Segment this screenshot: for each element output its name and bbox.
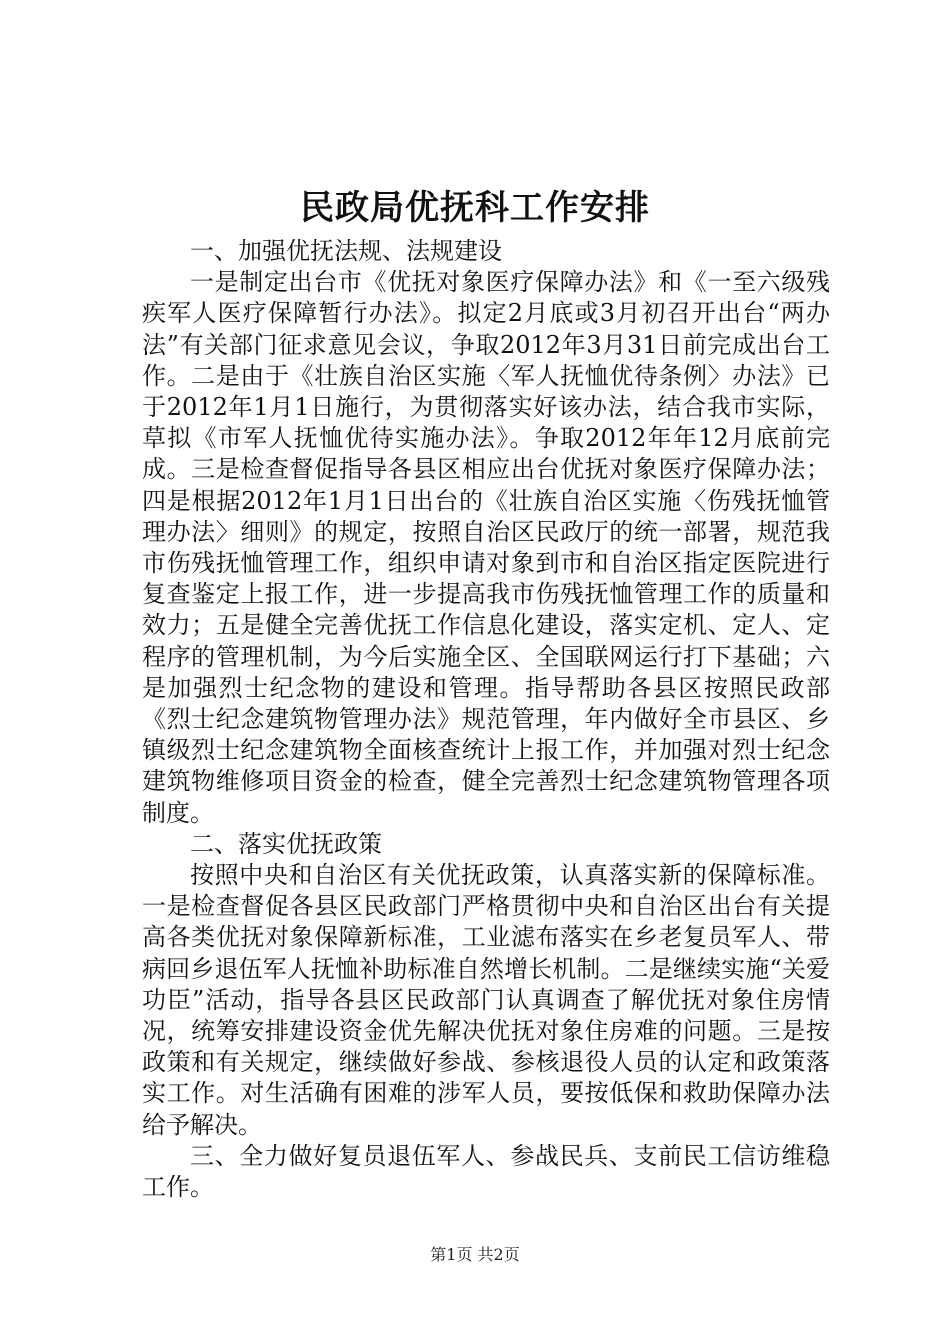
body-paragraph-1: 一是制定出台市《优抚对象医疗保障办法》和《一至六级残疾军人医疗保障暂行办法》。拟定2月底或3月初召开出台“两办法”有关部门征求意见会议，争取2012年3月31日前完成出台工作。二是由于《壮族自治区实施〈军人抚恤优待条例〉办法》已于2012年1月1日施行，为贯彻落实好该办法，结合我市实际，草拟《市军人抚恤优待实施办法》。争取2012年年12月底前完成。三是检查督促指导各县区相应出台优抚对象医疗保障办法；四是根据2012年1月1日出台的《壮族自治区实施〈伤残抚恤管理办法〉细则》的规定，按照自治区民政厅的统一部署，规范我市伤残抚恤管理工作，组织申请对象到市和自治区指定医院进行复查鉴定上报工作，进一步提高我市伤残抚恤管理工作的质量和效力；五是健全完善优抚工作信息化建设，落实定机、定人、定程序的管理机制，为今后实施全区、全国联网运行打下基础；六是加强烈士纪念物的建设和管理。指导帮助各县区按照民政部《烈士纪念建筑物管理办法》规范管理，年内做好全市县区、乡镇级烈士纪念建筑物全面核查统计上报工作，并加强对烈士纪念建筑物维修项目资金的检查，健全完善烈士纪念建筑物管理各项制度。 xyxy=(142,268,830,827)
page-footer: 第1页 共2页 xyxy=(430,1245,520,1264)
body-paragraph-2: 按照中央和自治区有关优抚政策，认真落实新的保障标准。一是检查督促各县区民政部门严格贯彻中央和自治区出台有关提高各类优抚对象保障新标准，工业滤布落实在乡老复员军人、带病回乡退伍军人抚恤补助标准自然增长机制。二是继续实施“关爱功臣”活动，指导各县区民政部门认真调查了解优抚对象住房情况，统筹安排建设资金优先解决优抚对象住房难的问题。三是按政策和有关规定，继续做好参战、参核退役人员的认定和政策落实工作。对生活确有困难的涉军人员，要按低保和救助保障办法给予解决。 xyxy=(142,861,830,1139)
section-heading-2: 二、落实优抚政策 xyxy=(190,829,382,858)
section-heading-3: 三、全力做好复员退伍军人、参战民兵、支前民工信访维稳工作。 xyxy=(142,1141,830,1202)
document-title: 民政局优抚科工作安排 xyxy=(300,188,650,228)
section-heading-1: 一、加强优抚法规、法规建设 xyxy=(190,237,502,265)
document-body xyxy=(142,236,830,1203)
